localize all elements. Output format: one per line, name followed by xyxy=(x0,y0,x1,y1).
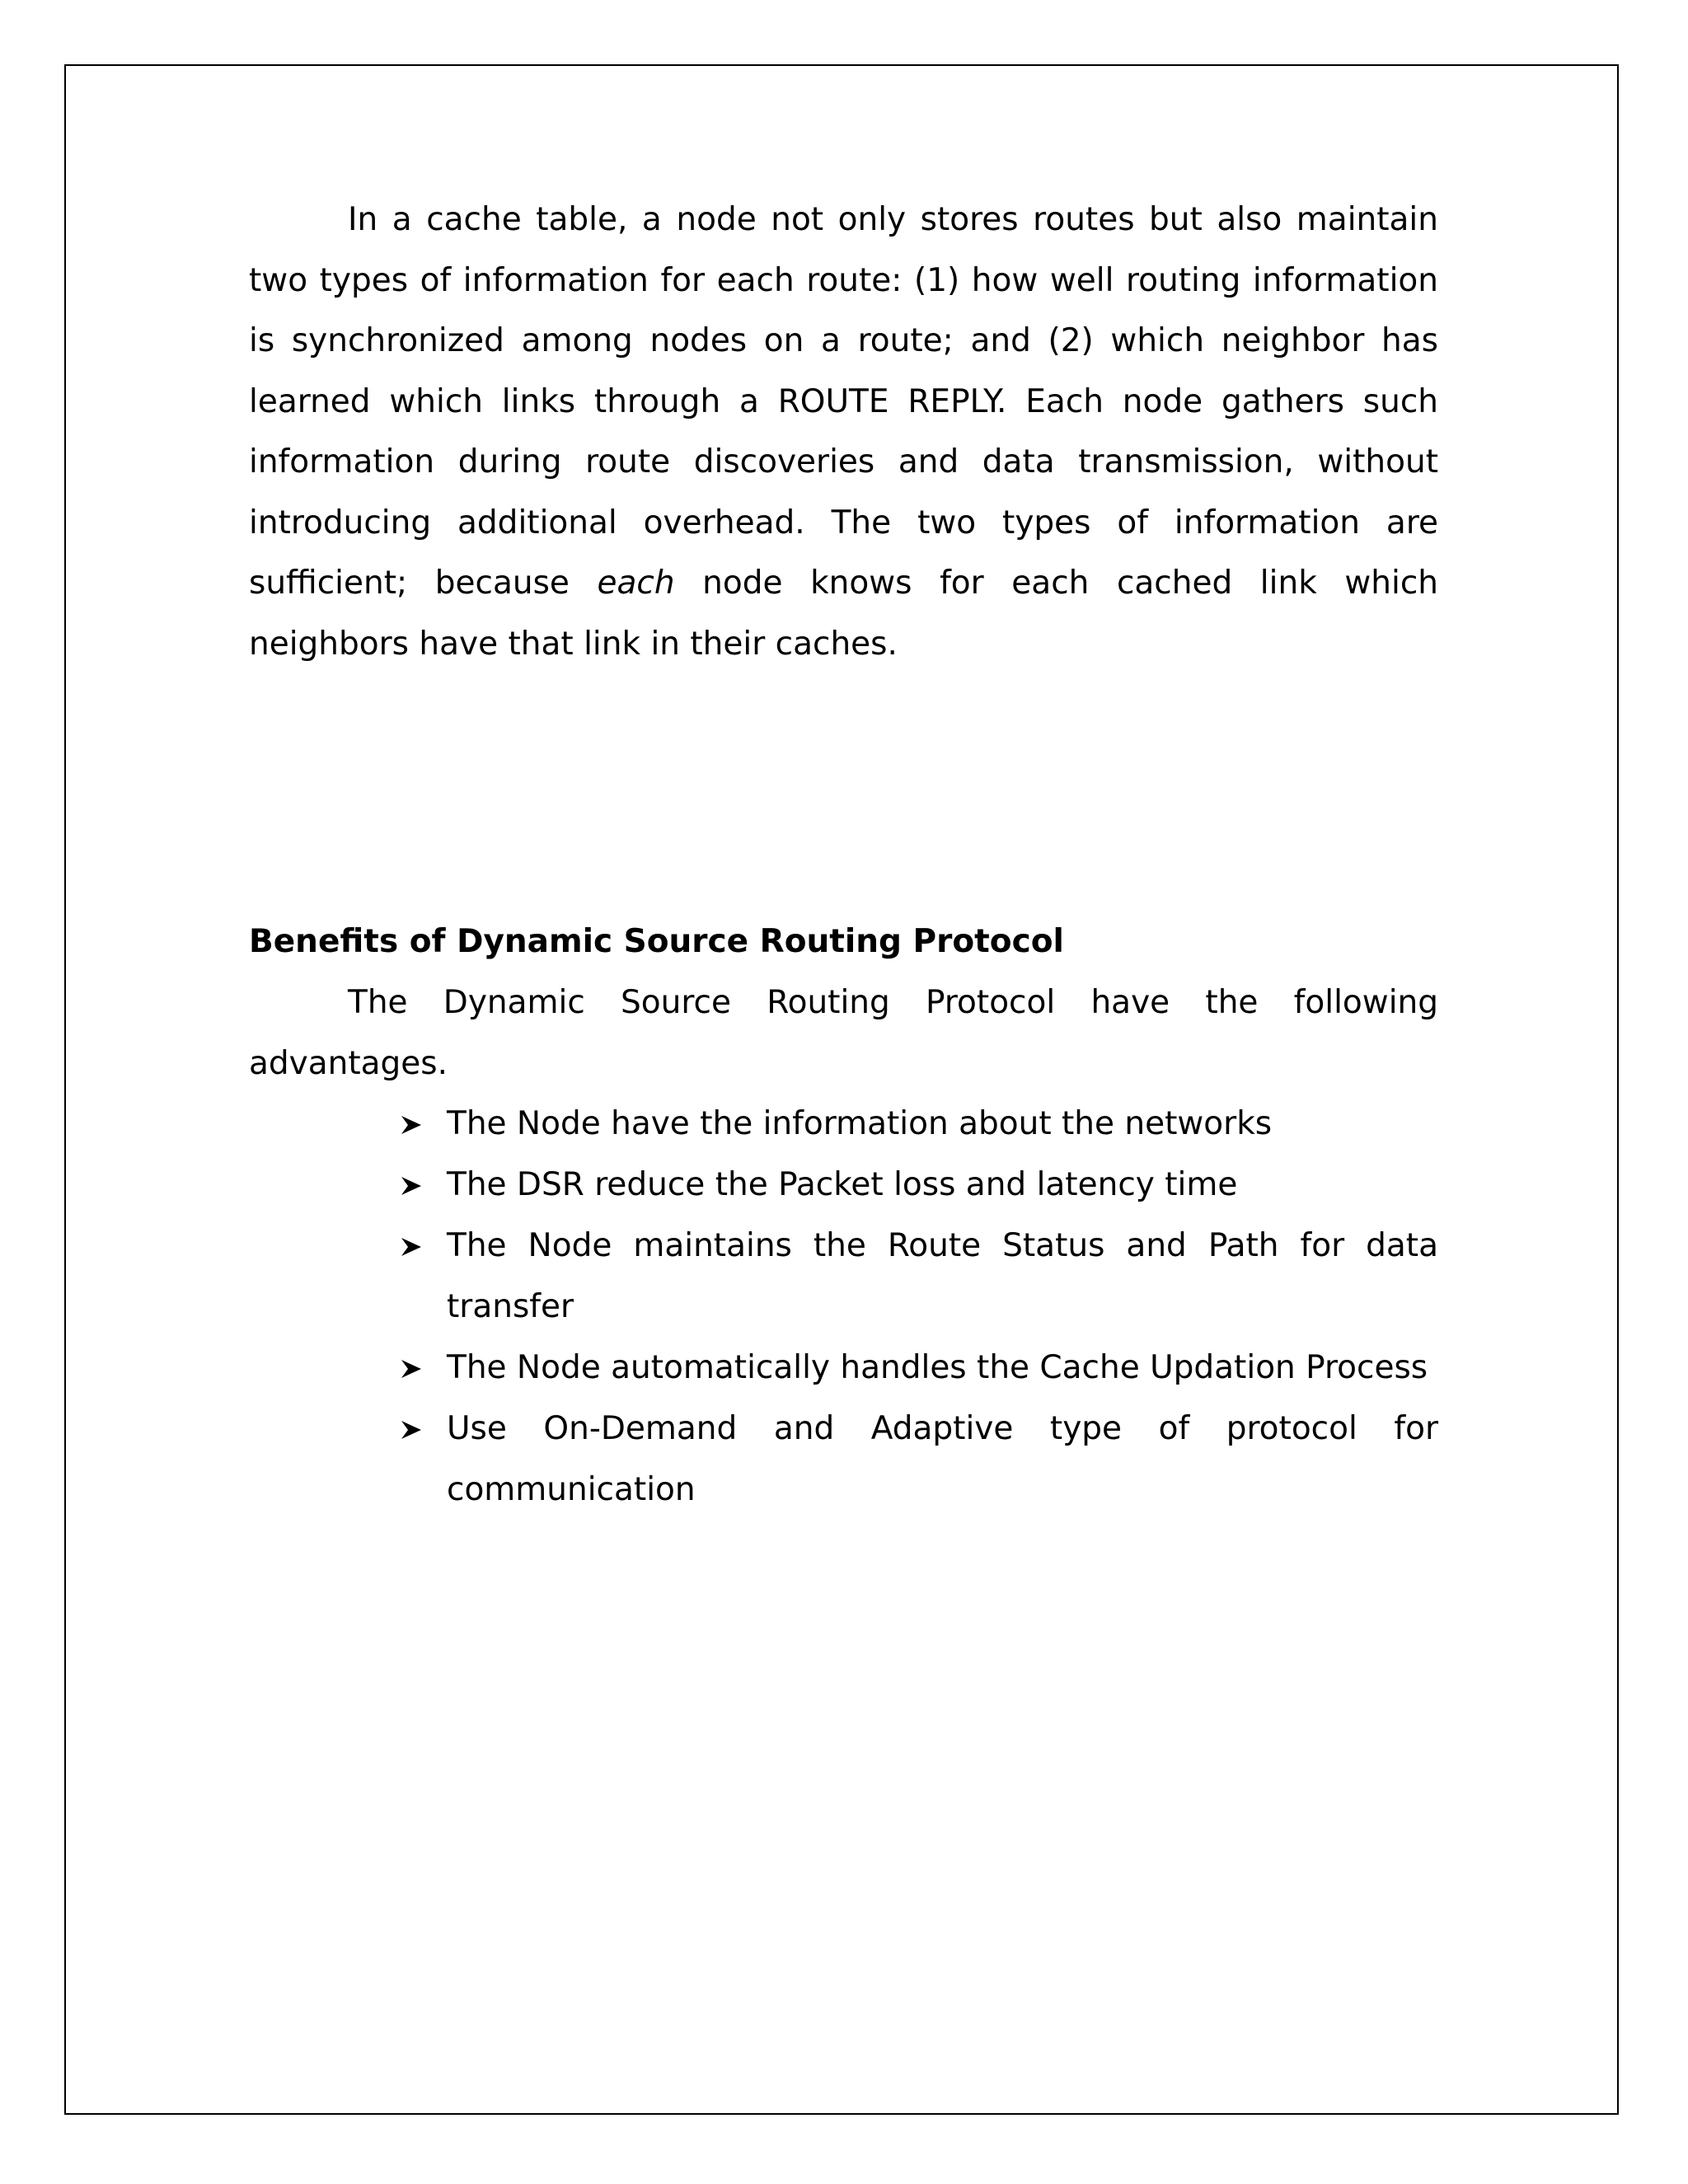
paragraph-text-end: node knows for each cached link which neighbors have that link in their caches. xyxy=(249,565,1438,663)
arrowhead-bullet-icon xyxy=(401,1155,425,1216)
advantages-list xyxy=(397,1094,1438,1521)
cache-table-paragraph xyxy=(249,190,1438,674)
section-heading: Benefits of Dynamic Source Routing Protocol xyxy=(249,923,1064,960)
list-item-text: The Node automatically handles the Cache Updation Process xyxy=(447,1349,1428,1386)
list-item-text: The Node have the information about the networks xyxy=(447,1105,1273,1142)
list-item xyxy=(397,1399,1438,1521)
arrowhead-bullet-icon xyxy=(401,1399,425,1460)
list-item-text: Use On-Demand and Adaptive type of protocol for communication xyxy=(447,1410,1438,1508)
arrowhead-bullet-icon xyxy=(401,1338,425,1399)
list-item xyxy=(397,1216,1438,1338)
arrowhead-bullet-icon xyxy=(401,1216,425,1277)
list-item xyxy=(397,1094,1438,1155)
section-intro: The Dynamic Source Routing Protocol have the following advantages. xyxy=(249,984,1438,1082)
paragraph-text-start: In a cache table, a node not only stores routes but also maintain two types of information for each route: (1) how well routing information is synchronized among nodes on a route; and (2) which neighbor has learned which links through a ROUTE REPLY. Each node gathers such information during route discoveries and data transmission, without introducing additional overhead. The two types of information are sufficient; because xyxy=(249,201,1438,602)
arrowhead-bullet-icon xyxy=(401,1094,425,1155)
section-spacer xyxy=(249,674,1438,912)
list-item-text: The Node maintains the Route Status and Path for data transfer xyxy=(447,1227,1438,1325)
list-item xyxy=(397,1155,1438,1216)
document-body xyxy=(249,190,1438,1521)
list-item xyxy=(397,1338,1438,1399)
list-item-text: The DSR reduce the Packet loss and latency time xyxy=(447,1166,1238,1203)
paragraph-italic-word: each xyxy=(597,565,675,602)
